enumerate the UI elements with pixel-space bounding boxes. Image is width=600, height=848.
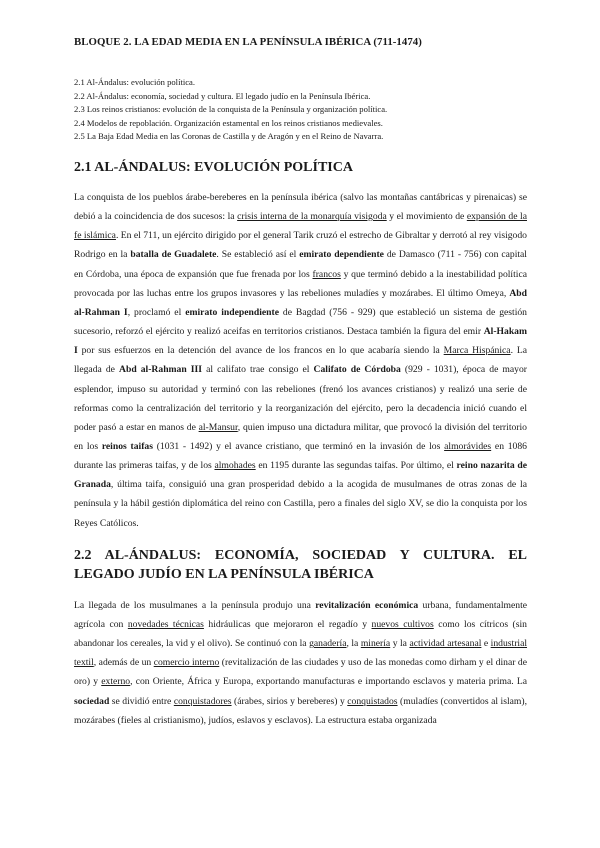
text-run: , última taifa, consiguió una gran prosperidad debido a la acogida de musulmanes de otras zonas de la península y la hábil gestión diplomática del reino con Castilla, pero a finales del siglo XV, se dio la conquista por los Reyes Católicos. (74, 479, 527, 529)
toc-item: 2.4 Modelos de repoblación. Organización estamental en los reinos cristianos medievales. (74, 117, 383, 128)
text-run: , la (346, 638, 361, 650)
toc-item: 2.2 Al-Ándalus: economía, sociedad y cultura. El legado judío en la Península Ibérica. (74, 90, 371, 101)
underlined-term: almorávides (444, 441, 492, 452)
text-run: de Bagdad (756 - 929) que estableció un sistema de gestión sucesorio, reforzó el ejército y realizó aceifas en territorios cristianos. Destaca también la figura del emir (74, 306, 527, 338)
bold-term: reinos taifas (101, 441, 153, 452)
underlined-term: Marca Hispánica (443, 345, 511, 357)
bold-term: sociedad (74, 695, 110, 707)
underlined-term: comercio interno (153, 657, 220, 669)
text-run: . La llegada de (74, 345, 527, 376)
underlined-term: conquistadores (173, 695, 232, 707)
underlined-term: minería (360, 638, 391, 650)
text-run: y la (390, 638, 410, 650)
underlined-term: al-Mansur (198, 421, 238, 433)
text-run: como los cítricos (sin abandonar los cereales, la vid y el olivo). Se continuó con la (74, 618, 527, 650)
section-heading-2-2: 2.2 AL-ÁNDALUS: ECONOMÍA, SOCIEDAD Y CULTURA. EL LEGADO JUDÍO EN LA PENÍNSULA IBÉRICA (74, 547, 527, 582)
text-run: hidráulicas que mejoraron el regadío y (203, 618, 372, 630)
text-run: (929 - 1031), época de mayor esplendor, impuso su autoridad y terminó con las rebeliones (frenó los avances cristianos) y realizó una serie de reformas como la centralización del territorio y la reorganización del ejército, pero la decadencia inició cuando el poder pasó a estar en manos de (74, 364, 528, 433)
text-run: y el movimiento de (386, 211, 467, 223)
text-run: , con Oriente, África y Europa, exportando manufacturas e importando esclavos y materia prima. La (130, 676, 527, 688)
underlined-term: actividad artesanal (409, 638, 482, 650)
bold-term: Abd al-Rahman I (74, 287, 527, 318)
bold-term: revitalización económica (315, 599, 419, 611)
underlined-term: novedades técnicas (127, 618, 204, 630)
text-run: . En el 711, un ejército dirigido por el general Tarik cruzó el estrecho de Gibraltar y derrotó al rey visigodo Rodrigo en la (74, 230, 527, 261)
toc-item: 2.3 Los reinos cristianos: evolución de la conquista de la Península y organización política. (74, 104, 388, 115)
text-run: urbana, fundamentalmente agrícola con (74, 599, 528, 630)
text-run: , proclamó el (127, 306, 186, 318)
underlined-term: almohades (214, 460, 256, 472)
text-run: , quien impuso una dictadura militar, que provocó la división del territorio en los (74, 421, 527, 452)
bold-term: Al-Hakam I (74, 326, 527, 357)
underlined-term: ganadería (309, 638, 347, 650)
table-of-contents (74, 76, 527, 144)
underlined-term: industrial textil (74, 638, 528, 669)
text-run: (revitalización de las ciudades y uso de las monedas como dirham y el dinar de oro) y (74, 657, 527, 688)
section-heading-2-1: 2.1 AL-ÁNDALUS: EVOLUCIÓN POLÍTICA (74, 159, 353, 175)
underlined-term: conquistados (347, 695, 398, 707)
section-2-2-paragraph (74, 596, 527, 730)
text-run: La llegada de los musulmanes a la península produjo una (74, 599, 316, 611)
text-run: y que terminó debido a la inestabilidad política provocada por las luchas entre los grupos invasores y las rebeliones muladíes y mozárabes. El último Omeya, (74, 268, 527, 299)
text-run: se dividió entre (109, 695, 174, 707)
bold-term: emirato independiente (185, 306, 279, 318)
text-run: de Damasco (711 - 756) con capital en Córdoba, una época de expansión que fue frenada por los (74, 249, 527, 280)
bold-term: Califato de Córdoba (313, 364, 401, 376)
text-run: en 1086 durante las primeras taifas, y de los (74, 441, 527, 472)
toc-item: 2.5 La Baja Edad Media en las Coronas de Castilla y de Aragón y en el Reino de Navarra. (74, 131, 384, 142)
text-run: al califato trae consigo el (202, 364, 314, 376)
text-run: . Se estableció así el (216, 249, 300, 261)
bold-term: Abd al-Rahman III (119, 364, 203, 376)
text-run: en 1195 durante las segundas taifas. Por último, el (255, 460, 457, 472)
text-run: e (481, 638, 491, 650)
text-run: (árabes, sirios y bereberes) y (231, 695, 348, 707)
underlined-term: externo (101, 676, 131, 688)
section-2-1-paragraph (74, 188, 527, 533)
document-title: BLOQUE 2. LA EDAD MEDIA EN LA PENÍNSULA IBÉRICA (711-1474) (74, 36, 422, 48)
underlined-term: expansión de la fe islámica (74, 211, 527, 242)
underlined-term: francos (312, 268, 341, 280)
toc-item: 2.1 Al-Ándalus: evolución política. (74, 77, 196, 87)
underlined-term: crisis interna de la monarquía visigoda (237, 211, 387, 223)
bold-term: reino nazarita de Granada (74, 460, 527, 491)
underlined-term: nuevos cultivos (371, 618, 434, 630)
bold-term: emirato dependiente (299, 249, 384, 261)
text-run: (1031 - 1492) y el avance cristiano, que terminó en la invasión de los (152, 441, 445, 452)
text-run: (muladíes (convertidos al islam), mozárabes (fieles al cristianismo), judíos, eslavos y esclavos). La estructura estaba organizada (74, 695, 528, 726)
text-run: por sus esfuerzos en la detención del avance de los francos en lo que acabaría siendo la (77, 345, 444, 357)
text-run: , además de un (93, 657, 154, 669)
text-run: La conquista de los pueblos árabe-bereberes en la península ibérica (salvo las montañas cantábricas y pirenaicas) se debió a la coincidencia de dos sucesos: la (74, 191, 527, 223)
bold-term: batalla de Guadalete (130, 249, 217, 261)
